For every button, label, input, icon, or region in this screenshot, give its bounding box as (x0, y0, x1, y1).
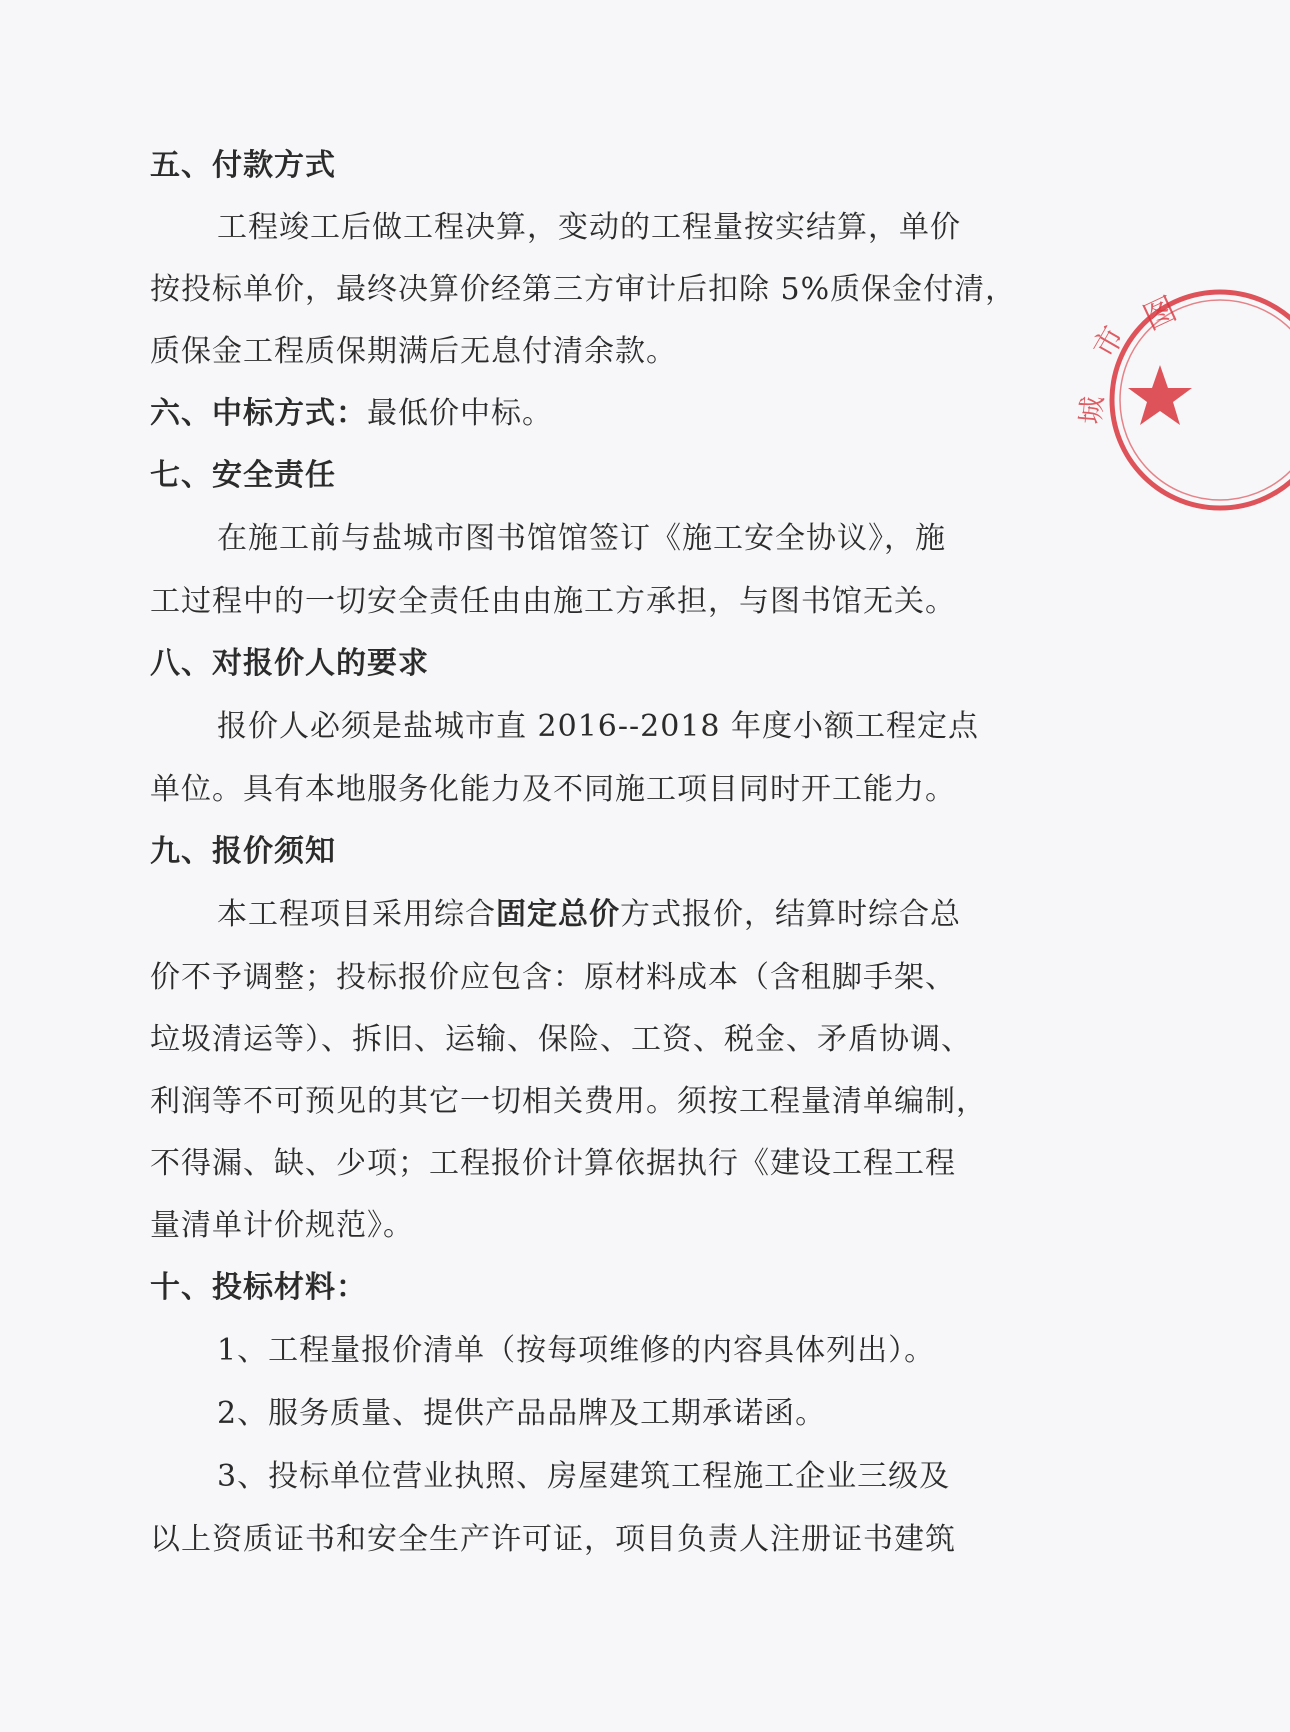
section-6-heading: 六、中标方式： (150, 396, 367, 431)
section-9-line-1-b: 方式报价，结算时综合总 (620, 897, 961, 932)
section-9-line-4: 利润等不可预见的其它一切相关费用。须按工程量清单编制， (150, 1084, 987, 1119)
section-5-line-3: 质保金工程质保期满后无息付清余款。 (150, 334, 677, 369)
section-9-line-1-a: 本工程项目采用综合 (217, 897, 496, 932)
section-9-line-1-bold: 固定总价 (496, 897, 620, 932)
section-8-heading: 八、对报价人的要求 (150, 646, 429, 681)
svg-text:图: 图 (1137, 289, 1183, 338)
svg-text:城: 城 (1074, 394, 1110, 426)
section-8-line-1: 报价人必须是盐城市直 2016--2018 年度小额工程定点 (217, 709, 980, 744)
seal-star-icon (1128, 365, 1192, 425)
section-9-line-6: 量清单计价规范》。 (150, 1208, 414, 1243)
section-7-heading: 七、安全责任 (150, 458, 336, 493)
section-10-item-1: 1、工程量报价清单（按每项维修的内容具体列出）。 (217, 1333, 936, 1368)
section-10-heading: 十、投标材料： (150, 1270, 367, 1305)
section-6-row (150, 394, 553, 434)
section-6-text: 最低价中标。 (367, 396, 553, 431)
section-9-heading: 九、报价须知 (150, 834, 336, 869)
section-7-line-1: 在施工前与盐城市图书馆馆签订《施工安全协议》，施 (217, 521, 946, 556)
section-9-line-1 (217, 895, 961, 935)
section-9-line-3: 垃圾清运等）、拆旧、运输、保险、工资、税金、矛盾协调、 (150, 1022, 972, 1057)
svg-text:市: 市 (1086, 320, 1132, 364)
section-5-line-2: 按投标单价，最终决算价经第三方审计后扣除 5%质保金付清， (150, 272, 1017, 307)
section-5-line-1: 工程竣工后做工程决算，变动的工程量按实结算，单价 (217, 210, 961, 245)
section-5-heading: 五、付款方式 (150, 148, 336, 183)
section-10-item-3-cont: 以上资质证书和安全生产许可证，项目负责人注册证书建筑 (150, 1522, 956, 1557)
official-seal-stamp (1074, 289, 1290, 540)
section-10-item-3: 3、投标单位营业执照、房屋建筑工程施工企业三级及 (217, 1459, 951, 1494)
section-9-line-2: 价不予调整；投标报价应包含：原材料成本（含租脚手架、 (150, 960, 956, 995)
section-7-line-2: 工过程中的一切安全责任由由施工方承担，与图书馆无关。 (150, 584, 956, 619)
section-8-line-2: 单位。具有本地服务化能力及不同施工项目同时开工能力。 (150, 772, 956, 807)
section-10-item-2: 2、服务质量、提供产品品牌及工期承诺函。 (217, 1396, 827, 1431)
section-9-line-5: 不得漏、缺、少项；工程报价计算依据执行《建设工程工程 (150, 1146, 956, 1181)
